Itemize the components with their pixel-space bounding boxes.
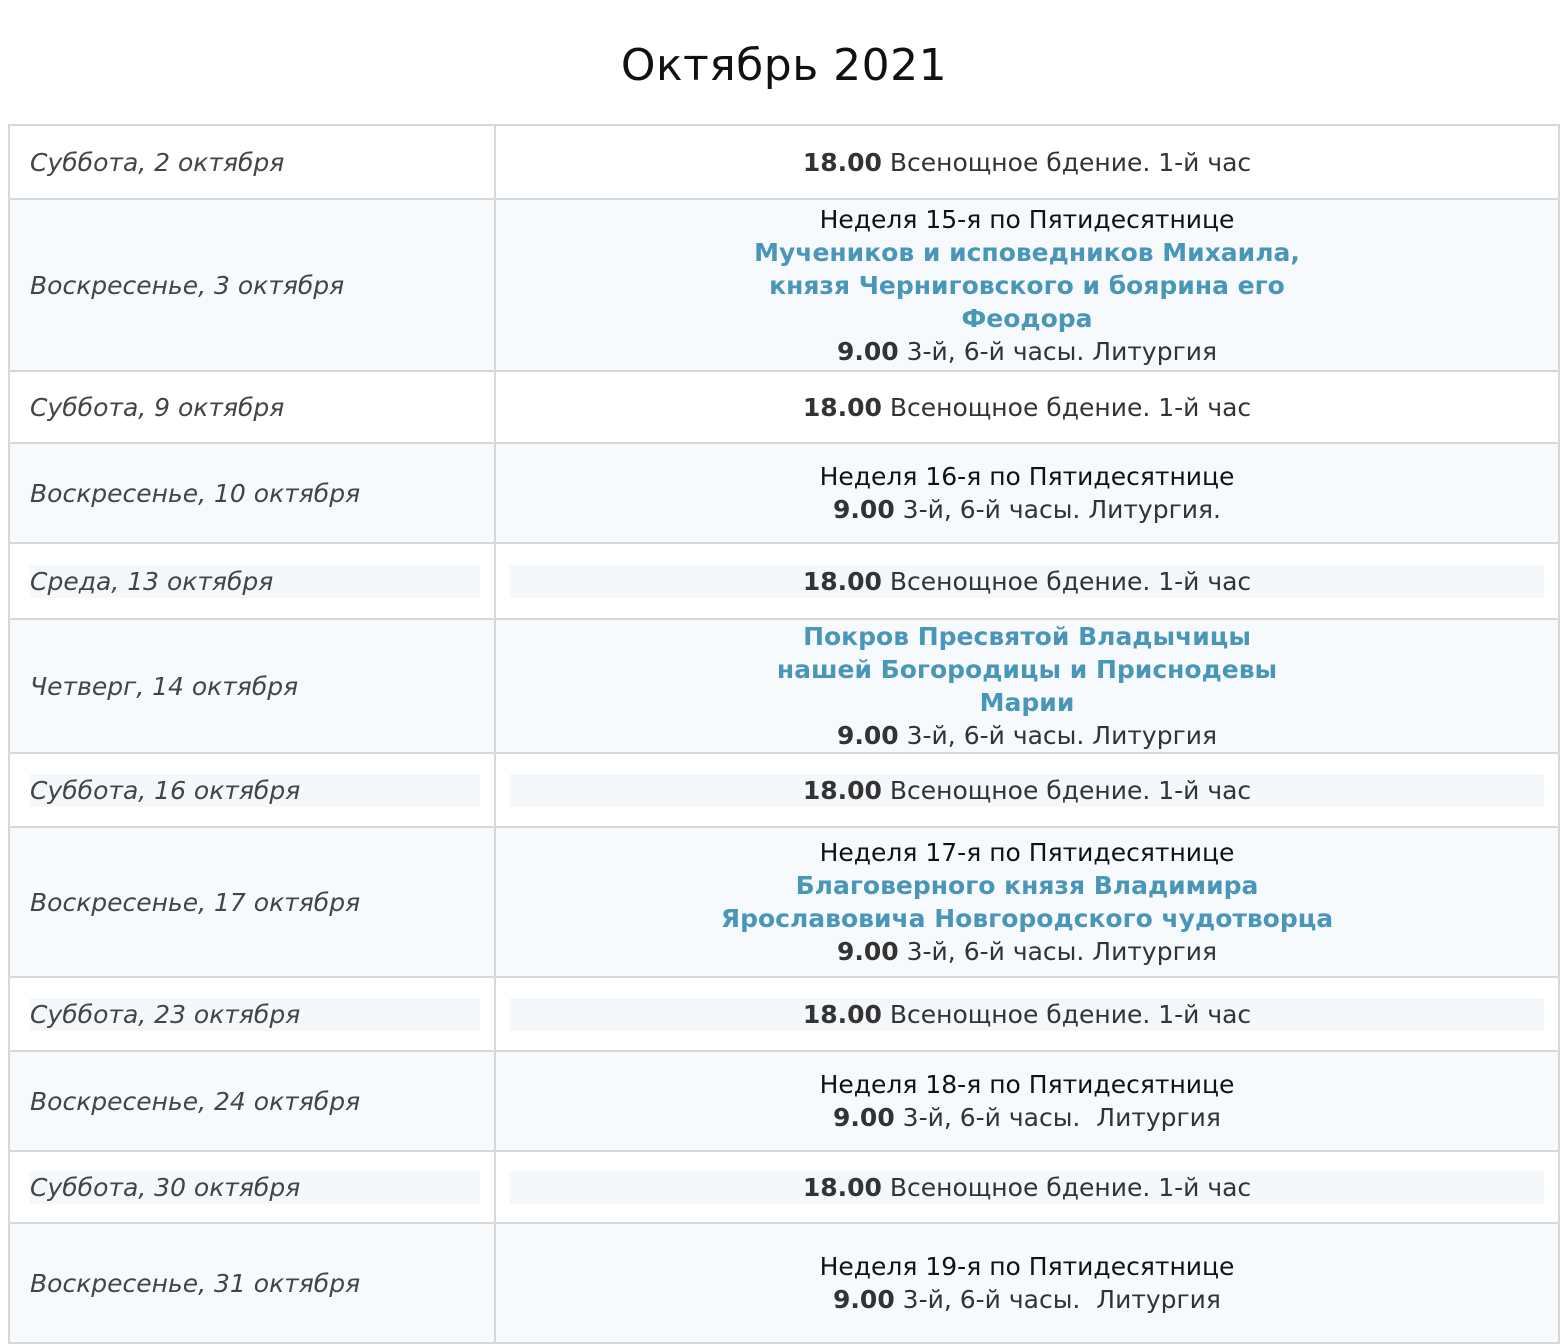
schedule-table [8,124,1560,1344]
table-row [9,543,1559,619]
date-cell [9,125,495,199]
service-cell [495,443,1559,543]
date-text: Суббота, 30 октября [30,1171,480,1204]
date-text: Воскресенье, 10 октября [30,478,361,508]
table-row [9,827,1559,977]
service-line [510,565,1544,598]
service-time: 18.00 [802,775,882,805]
date-text: Четверг, 14 октября [30,671,299,701]
service-line [496,935,1558,968]
service-time: 18.00 [802,392,882,422]
service-time: 9.00 [833,495,895,524]
service-time: 9.00 [837,336,899,366]
service-description: Всенощное бдение. 1-й час [881,147,1252,177]
table-row [9,371,1559,443]
service-description: 3-й, 6-й часы. Литургия [898,937,1217,966]
date-cell [9,1051,495,1151]
date-text: Воскресенье, 24 октября [30,1086,361,1116]
service-line [496,146,1558,179]
date-cell [9,977,495,1051]
table-row [9,753,1559,827]
service-description: 3-й, 6-й часы. Литургия [894,1103,1221,1132]
feast-link[interactable]: Благоверного князя Владимира Ярославовича Новгородского чудотворца [720,871,1334,933]
service-cell [495,977,1559,1051]
table-row [9,977,1559,1051]
date-text: Суббота, 2 октября [30,147,285,177]
service-line [510,1171,1544,1204]
page-title: Октябрь 2021 [620,40,948,91]
date-cell [9,1223,495,1343]
service-description: 3-й, 6-й часы. Литургия [894,1285,1221,1314]
service-cell [495,1051,1559,1151]
feast-link[interactable]: Мучеников и исповедников Михаила, князя Черниговского и боярина его Феодора [754,237,1300,333]
date-cell [9,753,495,827]
table-row [9,1223,1559,1343]
date-cell [9,199,495,371]
service-time: 18.00 [802,999,882,1029]
service-cell [495,543,1559,619]
week-name: Неделя 17-я по Пятидесятнице [819,838,1235,867]
week-name: Неделя 15-я по Пятидесятнице [819,204,1235,234]
date-text: Воскресенье, 31 октября [30,1268,361,1298]
service-time: 18.00 [802,1172,882,1202]
service-time: 9.00 [833,1285,895,1314]
service-cell [495,1151,1559,1223]
service-cell [495,199,1559,371]
date-cell [9,443,495,543]
date-cell [9,543,495,619]
service-time: 18.00 [802,566,882,596]
service-time: 9.00 [833,1103,895,1132]
feast-link[interactable]: Покров Пресвятой Владычицы нашей Богородицы и Приснодевы Марии [776,622,1278,717]
table-row [9,125,1559,199]
date-text: Воскресенье, 3 октября [30,270,345,300]
date-text: Суббота, 16 октября [30,774,480,807]
week-name: Неделя 16-я по Пятидесятнице [819,462,1235,491]
date-text: Суббота, 9 октября [30,392,285,422]
date-cell [9,827,495,977]
service-time: 18.00 [802,147,882,177]
service-line [496,391,1558,424]
service-description: Всенощное бдение. 1-й час [881,1172,1252,1202]
table-row [9,443,1559,543]
table-row [9,1051,1559,1151]
date-text: Воскресенье, 17 октября [30,887,361,917]
service-description: 3-й, 6-й часы. Литургия [898,336,1217,366]
date-cell [9,619,495,753]
service-cell [495,1223,1559,1343]
service-cell [495,827,1559,977]
service-time: 9.00 [837,721,899,750]
table-row [9,619,1559,753]
service-line [496,1283,1558,1316]
date-text: Суббота, 23 октября [30,998,480,1031]
service-line [510,774,1544,807]
week-name: Неделя 18-я по Пятидесятнице [819,1070,1235,1099]
service-description: Всенощное бдение. 1-й час [881,775,1252,805]
date-cell [9,1151,495,1223]
service-cell [495,753,1559,827]
service-description: 3-й, 6-й часы. Литургия. [894,495,1221,524]
table-row [9,199,1559,371]
service-time: 9.00 [837,937,899,966]
schedule-body [9,125,1559,1343]
service-description: Всенощное бдение. 1-й час [881,566,1252,596]
service-cell [495,125,1559,199]
date-cell [9,371,495,443]
service-cell [495,371,1559,443]
date-text: Среда, 13 октября [30,565,480,598]
table-row [9,1151,1559,1223]
service-description: Всенощное бдение. 1-й час [881,999,1252,1029]
service-description: Всенощное бдение. 1-й час [881,392,1252,422]
service-line [496,493,1558,526]
service-line [496,719,1558,752]
service-cell [495,619,1559,753]
service-description: 3-й, 6-й часы. Литургия [898,721,1217,750]
service-line [496,1101,1558,1134]
service-line [510,998,1544,1031]
service-line [496,335,1558,368]
week-name: Неделя 19-я по Пятидесятнице [819,1252,1235,1281]
